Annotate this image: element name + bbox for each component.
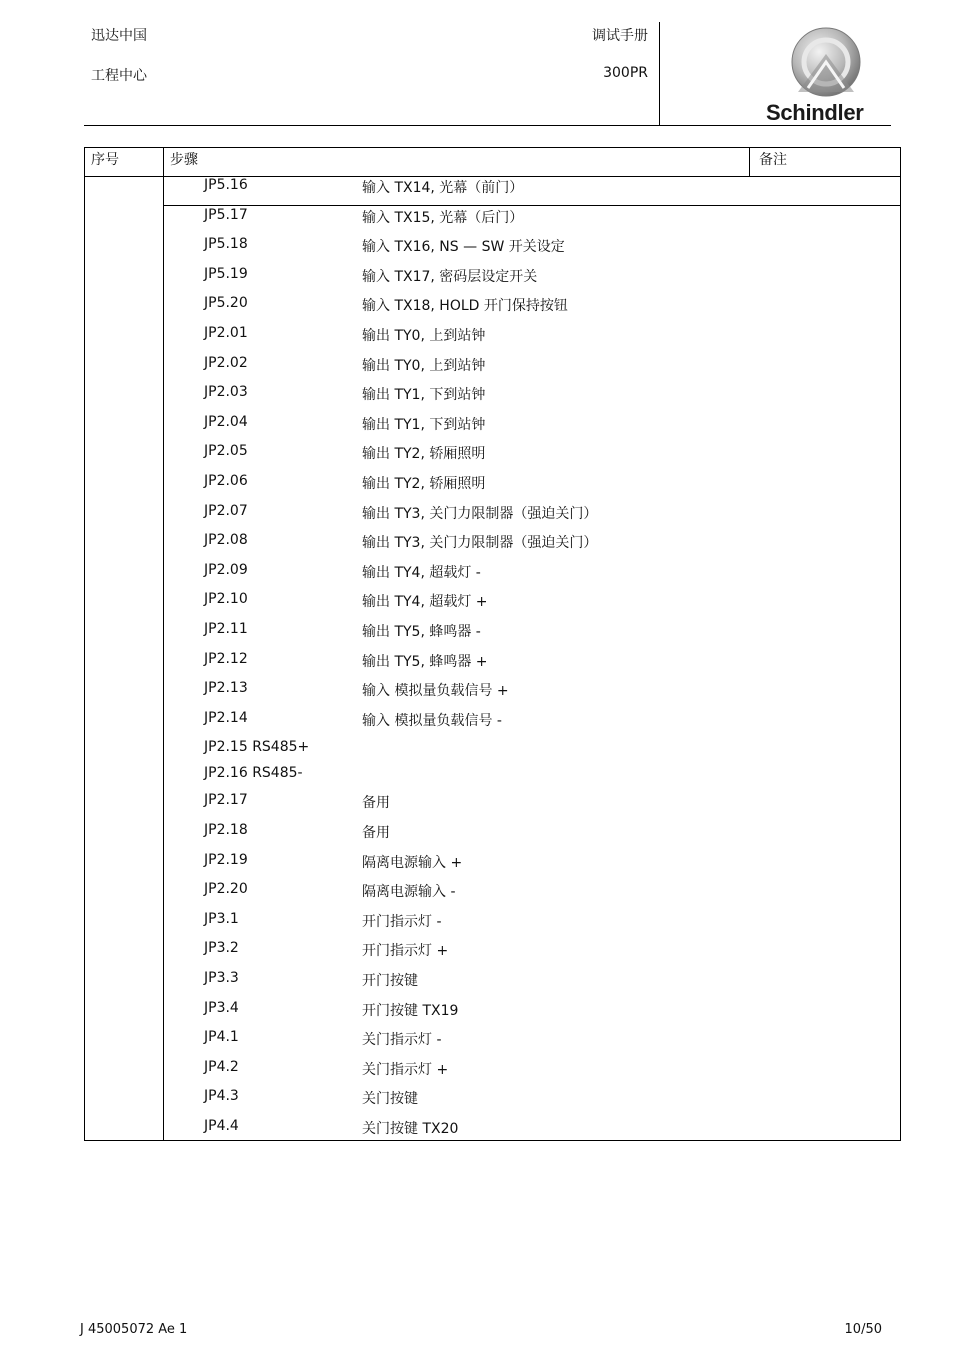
row-description: 输出 TY1, 下到站钟 bbox=[362, 416, 486, 433]
row-code: JP2.17 bbox=[204, 792, 248, 809]
row-description: 关门按键 bbox=[362, 1091, 418, 1108]
row-code: JP2.01 bbox=[204, 325, 248, 341]
row-description: 输入 模拟量负载信号 + bbox=[362, 683, 509, 700]
model-name: 300PR bbox=[603, 65, 648, 81]
row-description: 输出 TY3, 关门力限制器（强迫关门） bbox=[362, 505, 598, 522]
row-code: JP2.13 bbox=[204, 680, 248, 697]
row-code: JP2.12 bbox=[204, 650, 248, 667]
row-code: JP2.08 bbox=[204, 532, 248, 549]
row-code: JP2.15 RS485+ bbox=[204, 739, 310, 756]
row-code: JP2.19 bbox=[204, 851, 248, 868]
row-code: JP2.18 bbox=[204, 822, 248, 838]
row-description: 输出 TY0, 上到站钟 bbox=[362, 328, 486, 344]
row-description: 关门指示灯 + bbox=[362, 1061, 449, 1078]
page-number: 10/50 bbox=[844, 1322, 882, 1337]
row-code: JP2.14 bbox=[204, 709, 248, 726]
row-code: JP5.20 bbox=[204, 295, 248, 312]
row-description: 输出 TY3, 关门力限制器（强迫关门） bbox=[362, 535, 598, 552]
row-code: JP2.02 bbox=[204, 354, 248, 371]
row-description: 输入 模拟量负载信号 - bbox=[362, 712, 502, 729]
row-code: JP5.17 bbox=[204, 206, 248, 223]
company-name: 迅达中国 bbox=[91, 28, 147, 44]
row-description: 关门按键 TX20 bbox=[362, 1121, 459, 1137]
row-code: JP2.03 bbox=[204, 384, 248, 401]
row-code: JP2.07 bbox=[204, 502, 248, 519]
row-description: 输出 TY5, 蜂鸣器 + bbox=[362, 653, 488, 670]
col-divider-2 bbox=[749, 147, 750, 177]
row-code: JP3.4 bbox=[204, 999, 239, 1016]
row-code: JP2.04 bbox=[204, 413, 248, 430]
row-description: 输入 TX16, NS — SW 开关设定 bbox=[362, 239, 565, 256]
row-description: 输出 TY5, 蜂鸣器 - bbox=[362, 624, 481, 640]
col-header-note: 备注 bbox=[759, 152, 787, 168]
row-code: JP4.1 bbox=[204, 1029, 239, 1046]
row-description: 输出 TY0, 上到站钟 bbox=[362, 357, 486, 374]
row-code: JP2.10 bbox=[204, 591, 248, 608]
row-description: 开门按键 TX19 bbox=[362, 1002, 459, 1019]
row-description: 输入 TX18, HOLD 开门保持按钮 bbox=[362, 298, 568, 315]
logo-wordmark: Schindler bbox=[766, 100, 864, 125]
row-code: JP5.19 bbox=[204, 265, 248, 282]
row-description: 隔离电源输入 + bbox=[362, 854, 463, 871]
row-code: JP4.2 bbox=[204, 1058, 239, 1075]
row-description: 开门指示灯 - bbox=[362, 913, 442, 930]
row-code: JP2.09 bbox=[204, 561, 248, 578]
col-divider-1 bbox=[163, 147, 164, 1141]
row-description: 开门按键 bbox=[362, 973, 418, 989]
department-name: 工程中心 bbox=[91, 68, 147, 84]
row-description: 输出 TY4, 超载灯 + bbox=[362, 594, 488, 611]
row-description: 输入 TX14, 光幕（前门） bbox=[362, 180, 524, 196]
row-description: 输出 TY1, 下到站钟 bbox=[362, 387, 486, 404]
row-code: JP2.11 bbox=[204, 621, 248, 637]
row-code: JP2.16 RS485- bbox=[204, 765, 303, 782]
row-code: JP2.20 bbox=[204, 881, 248, 898]
row-description: 备用 bbox=[362, 795, 390, 812]
row-description: 输入 TX17, 密码层设定开关 bbox=[362, 268, 538, 285]
row-code: JP3.3 bbox=[204, 970, 239, 986]
col-header-step: 步骤 bbox=[170, 152, 198, 168]
doc-title: 调试手册 bbox=[592, 28, 648, 44]
row-description: 输出 TY2, 轿厢照明 bbox=[362, 446, 486, 463]
row-code: JP5.18 bbox=[204, 236, 248, 253]
row-code: JP2.06 bbox=[204, 473, 248, 489]
col-header-no: 序号 bbox=[91, 152, 119, 168]
row-code: JP2.05 bbox=[204, 443, 248, 460]
first-row-rule bbox=[163, 205, 901, 206]
row-description: 开门指示灯 + bbox=[362, 943, 449, 960]
row-description: 输入 TX15, 光幕（后门） bbox=[362, 209, 524, 226]
row-code: JP3.1 bbox=[204, 910, 239, 927]
row-code: JP4.4 bbox=[204, 1118, 239, 1134]
row-code: JP4.3 bbox=[204, 1088, 239, 1105]
row-code: JP3.2 bbox=[204, 940, 239, 957]
row-description: 备用 bbox=[362, 825, 390, 841]
doc-id: J 45005072 Ae 1 bbox=[80, 1322, 188, 1337]
row-description: 隔离电源输入 - bbox=[362, 884, 456, 901]
row-description: 输出 TY4, 超载灯 - bbox=[362, 564, 481, 581]
row-code: JP5.16 bbox=[204, 177, 248, 193]
header-divider bbox=[659, 22, 660, 125]
row-description: 关门指示灯 - bbox=[362, 1032, 442, 1049]
row-description: 输出 TY2, 轿厢照明 bbox=[362, 476, 486, 492]
